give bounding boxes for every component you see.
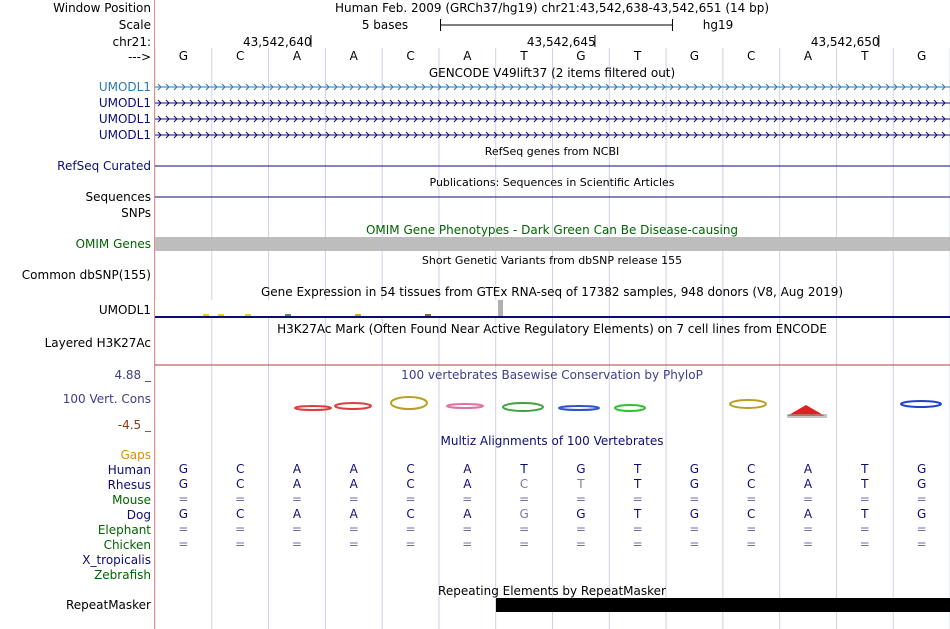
- dog-aligned-base: C: [747, 507, 756, 521]
- label-chr[interactable]: chr21:: [112, 35, 151, 49]
- conservation-track-title[interactable]: 100 vertebrates Basewise Conservation by PhyloP: [401, 368, 703, 382]
- chicken-aligned-base: =: [405, 537, 416, 551]
- label-chicken[interactable]: Chicken: [103, 538, 151, 552]
- human-aligned-base: A: [292, 462, 302, 476]
- rhesus-aligned-base: A: [463, 477, 472, 491]
- mouse-aligned-base: =: [859, 492, 870, 506]
- human-aligned-base: C: [406, 462, 415, 476]
- label-cons-min[interactable]: -4.5 _: [117, 418, 151, 432]
- mouse-aligned-base: =: [746, 492, 757, 506]
- base-letter: T: [520, 49, 528, 63]
- elephant-aligned-base: =: [689, 522, 700, 536]
- rhesus-aligned-base: C: [235, 477, 245, 491]
- chicken-aligned-base: =: [689, 537, 700, 551]
- rhesus-aligned-base: C: [519, 477, 529, 491]
- elephant-aligned-base: =: [178, 522, 189, 536]
- elephant-aligned-base: =: [859, 522, 870, 536]
- mouse-aligned-base: =: [575, 492, 586, 506]
- scale-assembly-label: hg19: [702, 18, 734, 32]
- refseq-track-title[interactable]: RefSeq genes from NCBI: [484, 145, 620, 158]
- conservation-logo-glyph: [730, 400, 766, 408]
- rhesus-aligned-base: T: [861, 477, 869, 491]
- chicken-aligned-base: =: [519, 537, 530, 551]
- label-gencode-2[interactable]: UMODL1: [98, 96, 151, 110]
- rhesus-aligned-base: A: [292, 477, 302, 491]
- coord-tick-label: 43,542,640: [242, 35, 312, 49]
- chicken-aligned-base: =: [235, 537, 246, 551]
- conservation-logo-glyph: [559, 406, 599, 410]
- label-scale[interactable]: Scale: [118, 18, 151, 32]
- dog-aligned-base: G: [916, 507, 927, 521]
- label-refseq[interactable]: RefSeq Curated: [57, 159, 151, 173]
- chicken-aligned-base: =: [348, 537, 359, 551]
- base-letter: A: [463, 49, 472, 63]
- dbsnp-track-title[interactable]: Short Genetic Variants from dbSNP release 155: [421, 254, 683, 267]
- human-aligned-base: T: [634, 462, 642, 476]
- label-gencode-4[interactable]: UMODL1: [98, 128, 151, 142]
- label-human[interactable]: Human: [107, 463, 151, 477]
- conservation-logo-glyph: [615, 405, 645, 411]
- dog-aligned-base: A: [292, 507, 302, 521]
- human-aligned-base: G: [178, 462, 189, 476]
- dog-aligned-base: T: [861, 507, 869, 521]
- gtex-boundary-bar: [498, 300, 503, 317]
- label-gaps[interactable]: Gaps: [120, 448, 151, 462]
- elephant-aligned-base: =: [803, 522, 814, 536]
- base-letter: C: [235, 49, 245, 63]
- window-position-text: Human Feb. 2009 (GRCh37/hg19) chr21:43,542,638-43,542,651 (14 bp): [334, 1, 770, 15]
- chicken-aligned-base: =: [916, 537, 927, 551]
- label-gtex[interactable]: UMODL1: [98, 303, 151, 317]
- rhesus-aligned-base: G: [689, 477, 700, 491]
- elephant-aligned-base: =: [462, 522, 473, 536]
- base-letter: C: [406, 49, 415, 63]
- mouse-aligned-base: =: [235, 492, 246, 506]
- base-letter: T: [861, 49, 869, 63]
- h3k27ac-track-title[interactable]: H3K27Ac Mark (Often Found Near Active Regulatory Elements) on 7 cell lines from ENCODE: [277, 322, 827, 336]
- conservation-logo-glyph: [447, 404, 483, 408]
- label-sequences[interactable]: Sequences: [85, 190, 151, 204]
- human-aligned-base: A: [349, 462, 358, 476]
- track-labels: [0, 0, 153, 629]
- base-letter: A: [349, 49, 358, 63]
- conservation-logo-glyph: [391, 397, 427, 409]
- mouse-aligned-base: =: [803, 492, 814, 506]
- human-aligned-base: G: [916, 462, 927, 476]
- omim-track-title[interactable]: OMIM Gene Phenotypes - Dark Green Can Be Disease-causing: [365, 223, 739, 237]
- label-dbsnp[interactable]: Common dbSNP(155): [21, 268, 151, 282]
- gtex-tissue-bar: [245, 314, 251, 316]
- elephant-aligned-base: =: [916, 522, 927, 536]
- base-letter: G: [178, 49, 189, 63]
- elephant-aligned-base: =: [405, 522, 416, 536]
- human-aligned-base: G: [576, 462, 586, 476]
- multiz-track-title[interactable]: Multiz Alignments of 100 Vertebrates: [440, 434, 664, 448]
- scale-bases-label: 5 bases: [361, 18, 409, 32]
- dog-aligned-base: A: [803, 507, 813, 521]
- gtex-tissue-bar: [203, 314, 209, 316]
- mouse-aligned-base: =: [519, 492, 530, 506]
- elephant-aligned-base: =: [291, 522, 302, 536]
- rhesus-aligned-base: A: [349, 477, 358, 491]
- base-letter: G: [689, 49, 700, 63]
- label-cons-max[interactable]: 4.88 _: [114, 368, 151, 382]
- rhesus-aligned-base: T: [634, 477, 642, 491]
- coord-tick-label: 43,542,650: [810, 35, 880, 49]
- base-letter: T: [634, 49, 642, 63]
- label-window-position[interactable]: Window Position: [53, 1, 151, 15]
- mouse-aligned-base: =: [178, 492, 189, 506]
- elephant-aligned-base: =: [519, 522, 530, 536]
- label-mouse[interactable]: Mouse: [112, 493, 151, 507]
- conservation-logo-glyph: [901, 401, 941, 407]
- gtex-track-title[interactable]: Gene Expression in 54 tissues from GTEx RNA-seq of 17382 samples, 948 donors (V8, Aug 2019): [260, 285, 844, 299]
- human-aligned-base: G: [689, 462, 700, 476]
- mouse-aligned-base: =: [405, 492, 416, 506]
- chicken-aligned-base: =: [462, 537, 473, 551]
- label-snps[interactable]: SNPs: [121, 206, 151, 220]
- label-elephant[interactable]: Elephant: [97, 523, 151, 537]
- elephant-aligned-base: =: [746, 522, 757, 536]
- omim-gene-bar: [155, 237, 950, 251]
- gtex-tissue-bar: [355, 314, 361, 316]
- human-aligned-base: A: [803, 462, 813, 476]
- gtex-tissue-bar: [218, 314, 224, 316]
- mouse-aligned-base: =: [462, 492, 473, 506]
- track-area[interactable]: [155, 0, 950, 629]
- chicken-aligned-base: =: [575, 537, 586, 551]
- track-graphics: [155, 0, 950, 629]
- repeatmasker-element-bar: [496, 598, 950, 612]
- dog-aligned-base: C: [406, 507, 415, 521]
- rhesus-aligned-base: C: [747, 477, 756, 491]
- mouse-aligned-base: =: [689, 492, 700, 506]
- dog-aligned-base: G: [689, 507, 700, 521]
- elephant-aligned-base: =: [235, 522, 246, 536]
- label-omim[interactable]: OMIM Genes: [75, 237, 151, 251]
- dog-aligned-base: G: [178, 507, 189, 521]
- human-aligned-base: C: [235, 462, 245, 476]
- gtex-tissue-bar: [285, 314, 291, 316]
- mouse-aligned-base: =: [291, 492, 302, 506]
- label-rhesus[interactable]: Rhesus: [107, 478, 151, 492]
- human-aligned-base: T: [861, 462, 869, 476]
- base-letter: A: [803, 49, 813, 63]
- label-gencode-1[interactable]: UMODL1: [98, 80, 151, 94]
- label-gencode-3[interactable]: UMODL1: [98, 112, 151, 126]
- coord-tick-label: 43,542,645: [526, 35, 596, 49]
- base-letter: G: [576, 49, 586, 63]
- dog-aligned-base: A: [349, 507, 358, 521]
- publications-track-title[interactable]: Publications: Sequences in Scientific Articles: [429, 176, 675, 189]
- conservation-logo-glyph: [503, 403, 543, 411]
- base-letter: G: [916, 49, 927, 63]
- label-h3k27ac[interactable]: Layered H3K27Ac: [44, 336, 151, 350]
- base-letter: A: [292, 49, 302, 63]
- dog-aligned-base: G: [519, 507, 529, 521]
- chicken-aligned-base: =: [632, 537, 643, 551]
- dog-aligned-base: T: [634, 507, 642, 521]
- label-zebrafish[interactable]: Zebrafish: [94, 568, 151, 582]
- human-aligned-base: C: [747, 462, 756, 476]
- dog-aligned-base: G: [576, 507, 586, 521]
- gencode-track-title[interactable]: GENCODE V49lift37 (2 items filtered out): [428, 66, 676, 80]
- rhesus-aligned-base: A: [803, 477, 813, 491]
- human-aligned-base: T: [520, 462, 528, 476]
- rhesus-aligned-base: G: [178, 477, 189, 491]
- chicken-aligned-base: =: [859, 537, 870, 551]
- repeatmasker-track-title[interactable]: Repeating Elements by RepeatMasker: [438, 584, 666, 598]
- dog-aligned-base: C: [235, 507, 245, 521]
- conservation-logo-glyph: [787, 414, 827, 418]
- chicken-aligned-base: =: [803, 537, 814, 551]
- chicken-aligned-base: =: [178, 537, 189, 551]
- chicken-aligned-base: =: [291, 537, 302, 551]
- rhesus-aligned-base: C: [406, 477, 415, 491]
- chicken-aligned-base: =: [746, 537, 757, 551]
- elephant-aligned-base: =: [632, 522, 643, 536]
- gtex-tissue-bar: [425, 314, 431, 316]
- label-cons[interactable]: 100 Vert. Cons: [62, 392, 151, 406]
- label-arrow[interactable]: --->: [127, 50, 151, 64]
- label-xtrop[interactable]: X_tropicalis: [82, 553, 151, 567]
- elephant-aligned-base: =: [348, 522, 359, 536]
- mouse-aligned-base: =: [348, 492, 359, 506]
- label-repeatmasker[interactable]: RepeatMasker: [65, 598, 151, 612]
- human-aligned-base: A: [463, 462, 472, 476]
- elephant-aligned-base: =: [575, 522, 586, 536]
- mouse-aligned-base: =: [632, 492, 643, 506]
- rhesus-aligned-base: G: [916, 477, 927, 491]
- dog-aligned-base: A: [463, 507, 472, 521]
- conservation-logo-glyph: [335, 403, 371, 409]
- mouse-aligned-base: =: [916, 492, 927, 506]
- base-letter: C: [747, 49, 756, 63]
- label-dog[interactable]: Dog: [126, 508, 151, 522]
- rhesus-aligned-base: T: [577, 477, 585, 491]
